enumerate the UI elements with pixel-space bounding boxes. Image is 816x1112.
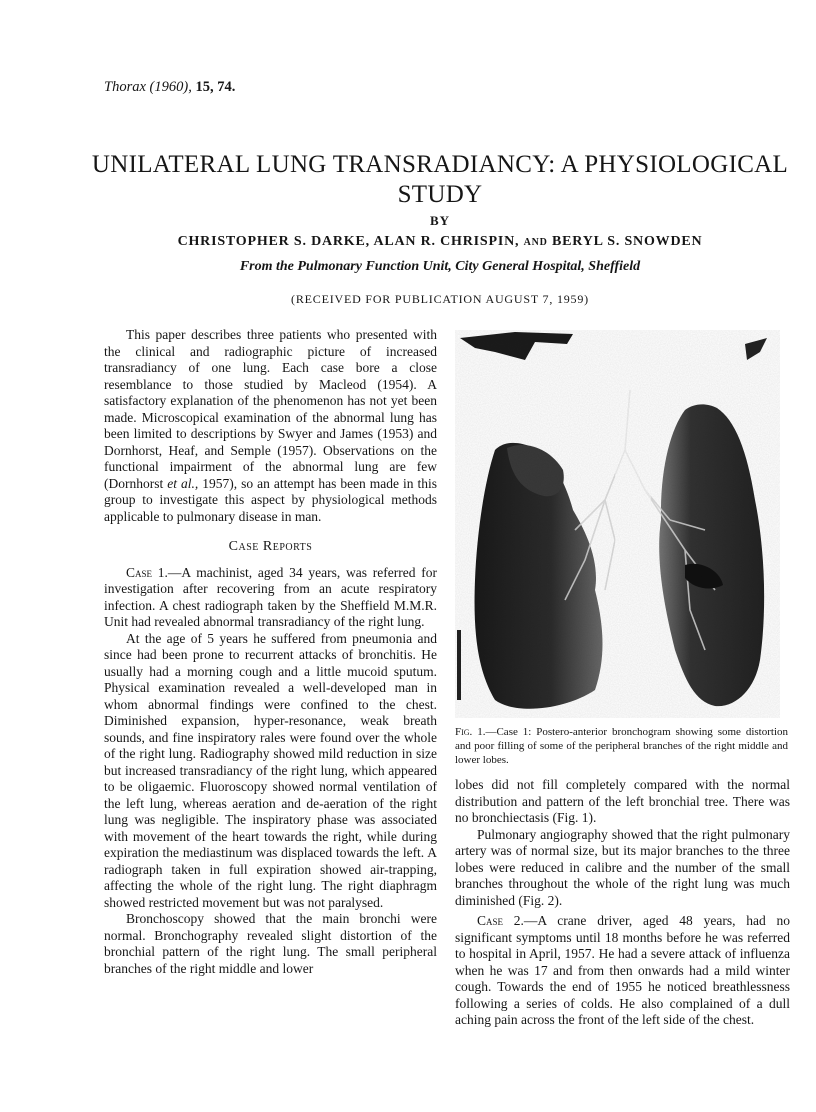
authors-and: AND — [523, 237, 548, 248]
case2-p1-text: .—A crane driver, aged 48 years, had no significant symptoms until 18 months before he was referred to hospital in April, 1957. He had a severe attack of influenza when he was 17 and from then onwards had a mild winter cough. Towards the end of 1955 he noticed breathlessness following a series of colds. He also complained of a dull aching pain across the front of the left side of the chest. — [455, 913, 790, 1027]
author-list — [90, 234, 790, 250]
figure-caption-text: .—Case 1: Postero-anterior bronchogram showing some distortion and poor filling of some of the peripheral branches of the right middle and lower lobes. — [455, 726, 788, 766]
bronchogram-image — [455, 330, 780, 718]
by-label: BY — [429, 213, 451, 228]
right-paragraph-1: lobes did not fill completely compared with the normal distribution and pattern of the left bronchial tree. There was no bronchiectasis (Fig. 1). — [455, 777, 790, 825]
figure-caption — [455, 725, 788, 767]
journal-citation — [104, 79, 235, 96]
authors-part-1: CHRISTOPHER S. DARKE, ALAN R. CHRISPIN, — [177, 234, 520, 249]
case2-label: Case 2 — [477, 913, 521, 928]
figure-label: Fig. 1 — [455, 726, 483, 738]
journal-name: Thorax — [104, 79, 146, 95]
bronchogram-figure — [455, 330, 780, 718]
film-grain — [455, 330, 780, 718]
title-line-2: STUDY — [397, 181, 483, 208]
case1-paragraph-2: At the age of 5 years he suffered from pneumonia and since had been prone to recurrent attacks of bronchitis. He usually had a morning cough and a little mucoid sputum. Physical examination revealed a well-developed man in whom abnormal findings were confined to the chest. Diminished expansion, hyper-resonance, weak breath sounds, and fine inspiratory rales were found over the whole of the right lung. Radiography showed mild reduction in size but increased transradiancy of the right lung, which appeared to be oligaemic. Fluoroscopy showed normal ventilation of the left lung, whereas aeration and de-aeration of the right lung was negligible. The inspiratory phase was associated with movement of the heart towards the right, while during expiration the mediastinum was displaced towards the left. A radiograph taken in full expiration showed air-trapping, affecting the whole of the right lung. The right diaphragm showed restricted movement but was not paralysed. — [104, 630, 437, 910]
section-heading-case-reports: Case Reports — [228, 539, 313, 554]
intro-paragraph — [104, 327, 437, 525]
intro-etal: et al., — [167, 475, 199, 491]
case1-p1-text: .—A machinist, aged 34 years, was referred for investigation after recovering from an acute respiratory infection. A chest radiograph taken by the Sheffield M.M.R. Unit had revealed abnormal transradiancy of the right lung. — [104, 564, 438, 629]
journal-volume: 15, 74. — [195, 79, 236, 95]
intro-text-end: 1957), so an attempt has been made in this group to investigate this aspect by physiological methods applicable to pulmonary disease in man. — [104, 475, 438, 524]
affiliation: From the Pulmonary Function Unit, City General Hospital, Sheffield — [239, 259, 641, 274]
article-title — [90, 150, 790, 210]
title-line-1: UNILATERAL LUNG TRANSRADIANCY: A PHYSIOLOGICAL — [91, 151, 789, 178]
authors-part-2: BERYL S. SNOWDEN — [552, 234, 703, 249]
case1-label: Case 1 — [126, 564, 165, 580]
right-column — [455, 777, 790, 1029]
journal-year: (1960), — [149, 79, 192, 95]
intro-text: This paper describes three patients who presented with the clinical and radiographic picture of increased transradiancy of one lung. Each case bore a close resemblance to those studied by Macleod (1954). A satisfactory explanation of the phenomenon has not yet been made. Microscopical examination of the abnormal lung has been limited to descriptions by Swyer and James (1953) and Dornhorst, Heaf, and Semple (1957). Observations on the functional impairment of the abnormal lung are few (Dornhorst — [104, 327, 437, 491]
case1-paragraph-3: Bronchoscopy showed that the main bronchi were normal. Bronchography revealed slight distortion of the bronchial pattern of the right lung. The small peripheral branches of the right middle and lower — [104, 911, 437, 976]
case1-paragraph-1 — [104, 565, 437, 631]
case2-paragraph — [455, 913, 790, 1029]
received-date: (RECEIVED FOR PUBLICATION AUGUST 7, 1959) — [291, 292, 589, 306]
left-column — [104, 327, 437, 977]
right-paragraph-2: Pulmonary angiography showed that the right pulmonary artery was of normal size, but its major branches to the three lobes were reduced in calibre and the number of the small branches throughout the whole of the right lung was much diminished (Fig. 2). — [455, 826, 790, 908]
